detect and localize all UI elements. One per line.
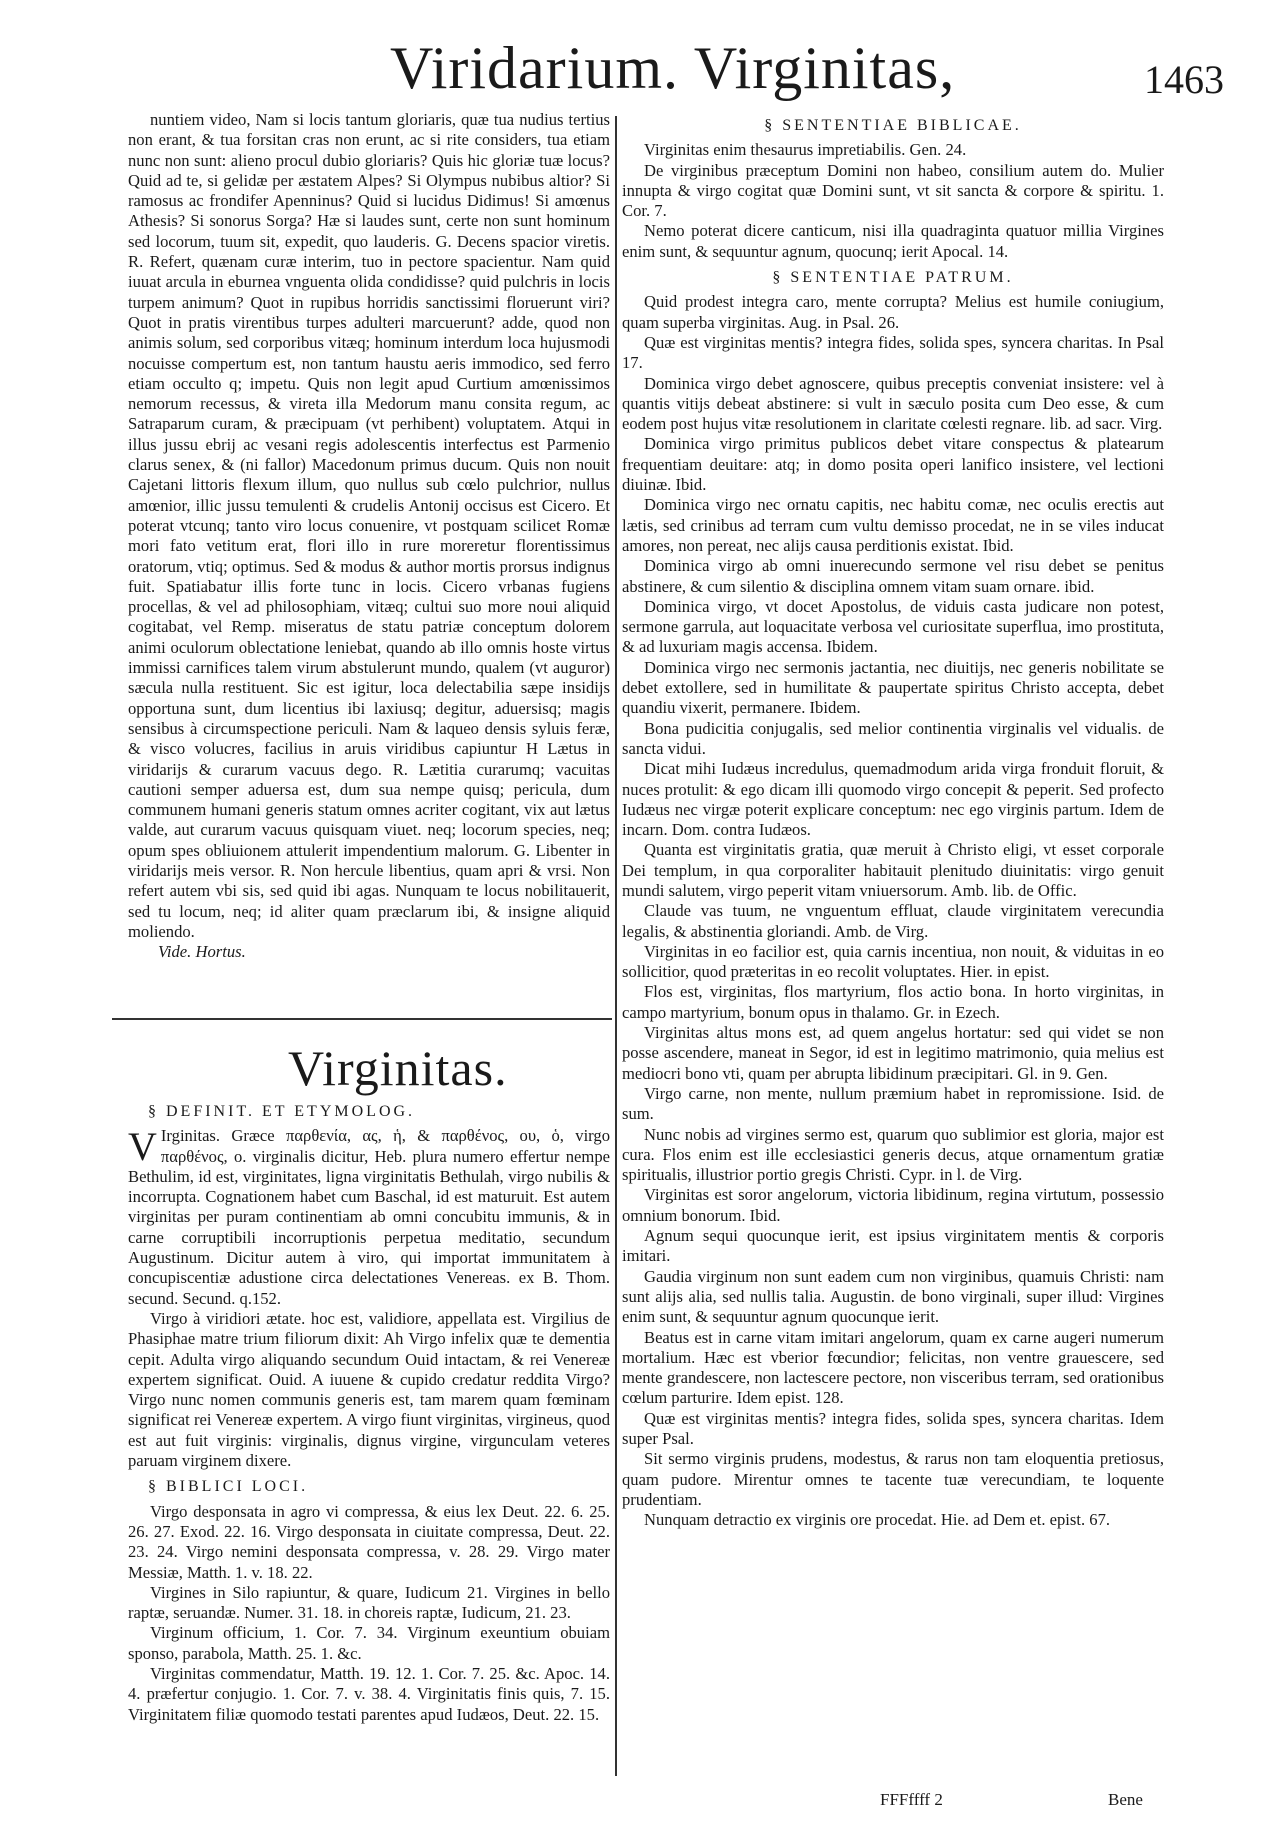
text-paragraph: Virginitas enim thesaurus impretiabilis. Gen. 24.	[644, 140, 967, 160]
left-column-top	[128, 110, 610, 962]
text-paragraph: Quæ est virginitas mentis? integra fides, solida spes, syncera charitas. In Psal 17.	[622, 332, 1164, 373]
text-paragraph: Dominica virgo primitus publicos debet vitare conspectus & platearum frequentiam deuitare: atq; in domo posita operi lanifico insistere, vel lectioni diuinæ. Ibid.	[622, 434, 1164, 495]
section-heading: § SENTENTIAE BIBLICAE.	[764, 117, 1022, 134]
text-paragraph: Quæ est virginitas mentis? integra fides, solida spes, syncera charitas. Idem super Psal.	[622, 1408, 1164, 1448]
text-paragraph: Nemo poterat dicere canticum, nisi illa quadraginta quatuor millia Virgines enim sunt, & sequuntur agnum, quocunq; ierit Apocal. 14.	[622, 221, 1164, 261]
section-heading: § BIBLICI LOCI.	[148, 1478, 309, 1496]
right-column	[622, 110, 1164, 1530]
page-header	[0, 34, 1276, 114]
text-paragraph: nuntiem video, Nam si locis tantum gloriaris, quæ tua nudius tertius non erant, & tua forsitan cras non erunt, ac si rite considers, tua etiam nunc non sunt: alieno procul dubio gloriaris? Quis hic gloriæ tuæ locus? Quid ad te, si gelidæ per æstatem Alpes? Si Olympus nubibus altior? Si ramosus ac frondifer Apenninus? Quid si lucidus Didimus! Si amœnus Athesis? Si sonorus Sorga? Hæ si laudes sunt, certe non sunt hominum sed locorum, tuum sit, expedit, quo lauderis. G. Decens spacior viretis. R. Refert, quænam curæ interim, tuo in pectore spacientur. Nam quid iuuat arcula in eburnea vnguenta olida condidisse? quid pulchris in locis turpem animum? Quot in rupibus horridis sanctissimi floruerunt viri? Quot in pratis virentibus turpes adulteri marcuerunt? adde, quod non animis solum, sed corporibus vitæq; hominum interdum loca hujusmodi nocuisse compertum est, non tantum haustu aeris immodico, sed ferro etiam occulto q; impetu. Quis non legit apud Curtium amœnissimos nemorum recessus, & vireta illa Medorum manu consita regum, ac Satraparum curam, & præcipuam (vt perhibent) voluptatem. Atqui in illus jussu ebrij ac vesani regis adolescentis interfectus est Parmenio clarus senex, & (ni fallor) Macedonum primus ducum. Quis non nouit Cajetani littoris flexum illum, quo nullus sub cœlo pulchrior, nullus amœnior, illic jussu temulenti & crudelis Antonij occisus est Cicero. Et poterat vtcunq; tanto viro locus conuenire, vt postquam scilicet Romæ mori fato vetitum erat, flori illo in rure moreretur florentissimus oratorum, vtiq; optimus. Sed & modus & author mortis prorsus indignus fuit. Spatiabatur illis forte tunc in locis. Cicero vrbanas fugiens procellas, & vel ad philosophiam, vitæq; cultui suo more noui aliquid cogitabat, vel Remp. miseratus de statu patriæ conceptum dolorem animi oculorum oblectatione leniebat, quando ab illo omnis hoste virtus immissi carnifices talem virum abstulerunt mundo, qualem (vt auguror) sæcula nulla restituent. Sic est igitur, loca delectabilia sæpe insidijs opportuna sunt, dum licentius ibi laxiusq; degitur, aduersisq; magis sensibus à circumspectione periculi. Nam & laqueo densis syluis feræ, & visco volucres, facilius in aruis viridibus capiuntur H Lætus in viridarijs & curarum vacuus dego. R. Lætitia curarumq; vacuitas cautioni semper aduersa est, dum sua nempe quisq; pericula, dum communem humani generis statum omnes acriter cogitant, vix aut lætus valde, aut curarum vacuus quisquam viuet. neq; locorum species, neq; opum spes obliuionem attulerit impendentium malorum. G. Libenter in viridarijs meis versor. R. Non hercule libentius, quam apri & vrsi. Non refert autem vbi sis, sed quid ibi agas. Nunquam te locus nobilitauerit, sed tu locum, neq; id aliter quam præclarum ibi, & insigne aliquid moliendo.	[128, 110, 610, 941]
signature-mark: FFFffff 2	[880, 1790, 943, 1809]
text-paragraph: V Irginitas. Græce παρθενία, ας, ἡ, & παρθένος, ου, ὁ, virgo παρθένος, ο. virginalis dicitur, Heb. plura numero effertur nempe Bethulim, id est, virginitates, ligna virginitatis Bethulah, virgo nubilis & incorrupta. Cognationem habet cum Baschal, id est maturuit. Est autem virginitas per puram continentiam ab omni concubitu immunis, & in carne corruptibili incorruptionis perpetua meditatio, secundum Augustinum. Dicitur autem à viro, qui importat immunitatem à concupiscentiæ adustione circa delectationes Venereas. ex B. Thom. secund. Secund. q.152.	[128, 1124, 610, 1308]
text-paragraph: Nunquam detractio ex virginis ore procedat. Hie. ad Dem et. epist. 67.	[644, 1510, 1111, 1530]
text-paragraph: Bona pudicitia conjugalis, sed melior continentia virginalis vel vidualis. de sancta vidui.	[622, 718, 1164, 758]
text-paragraph: Virginitas est soror angelorum, victoria libidinum, regina virtutum, possessio omnium bonorum. Ibid.	[622, 1185, 1164, 1225]
text-paragraph: Dicat mihi Iudæus incredulus, quemadmodum arida virga fronduit floruit, & nuces protulit: & ego dicam illi quomodo virgo concepit & peperit. Sed profecto Iudæus nec virgæ poterit explicare conceptum: nec ego virginis partum. Idem de incarn. Dom. contra Iudæos.	[622, 759, 1164, 840]
text-paragraph: Virginitas in eo facilior est, quia carnis incentiua, non nouit, & viduitas in eo sollicitior, quod præteritas in eo recolit voluptates. Hier. in epist.	[622, 941, 1164, 982]
section-heading: § DEFINIT. ET ETYMOLOG.	[148, 1103, 416, 1120]
text-paragraph: Nunc nobis ad virgines sermo est, quarum quo sublimior est gloria, major est cura. Flos enim est ille ecclesiastici generis decus, atque ornamentum gratiæ spiritualis, illustrior portio gregis Christi. Cypr. in l. de Virg.	[622, 1124, 1164, 1185]
page-number: 1463	[1144, 57, 1224, 102]
text-paragraph: Dominica virgo nec sermonis jactantia, nec diuitijs, nec generis nobilitate se debet extollere, sed in humilitate & paupertate spiritus Christo accepta, debet quandiu vixerit, permanere. Ibidem.	[622, 657, 1164, 718]
section-divider	[112, 1018, 612, 1020]
text-paragraph: Dominica virgo debet agnoscere, quibus preceptis conveniat insistere: vel à quantis vitijs debeat abstinere: si vult in sæculo posita cum Deo esse, & cum eodem post hujus vitæ resolutionem in claritate cœlesti regnare. lib. ad sacr. Virg.	[622, 373, 1164, 434]
entry-title: Virginitas.	[288, 1040, 508, 1096]
text-paragraph: Virgo carne, non mente, nullum præmium habet in repromissione. Isid. de sum.	[622, 1083, 1164, 1124]
section-heading: § SENTENTIAE PATRUM.	[772, 269, 1014, 287]
text-paragraph: Agnum sequi quocunque ierit, est ipsius virginitatem mentis & corporis imitari.	[622, 1226, 1164, 1266]
text-paragraph: Virgo à viridiori ætate. hoc est, validiore, appellata est. Virgilius de Phasiphae matre trium filiorum dixit: Ah Virgo infelix quæ te dementia cepit. Adulta virgo aliquando secundum Ouid intactam, & rei Venereæ expertem significat. Ouid. A iuuene & cupido credatur reddita Virgo? Virgo nunc nomen communis generis est, tam marem quam fœminam significat rei Venereæ expertem. A virgo fiunt virginitas, virgineus, quod est aut fuit virginis: virginalis, dignus virgine, virgunculam veteres paruam virginem dixere.	[128, 1308, 610, 1471]
left-column-bottom	[128, 1040, 610, 1725]
text-paragraph: Beatus est in carne vitam imitari angelorum, quam ex carne augeri numerum mortalium. Hæc est vberior fœcundior; felicitas, non ventre grauescere, sed mente grandescere, non lactescere pectore, non visceribus terram, sed orationibus cœlum parturire. Idem epist. 128.	[622, 1327, 1164, 1408]
text-paragraph: Virgo desponsata in agro vi compressa, & eius lex Deut. 22. 6. 25. 26. 27. Exod. 22. 16. Virgo desponsata in ciuitate compressa, Deut. 22. 23. 24. Virgo nemini desponsata compressa, v. 28. 29. Virgo mater Messiæ, Matth. 1. v. 18. 22.	[128, 1501, 610, 1582]
cross-reference: Vide. Hortus.	[158, 942, 246, 962]
text-paragraph: Virginum officium, 1. Cor. 7. 34. Virginum exeuntium obuiam sponso, parabola, Matth. 25. 1. &c.	[128, 1623, 610, 1663]
text-paragraph: Dominica virgo ab omni inuerecundo sermone vel risu debet se penitus abstinere, & cum silentio & disciplina omnem vitam suam ornare. ibid.	[622, 556, 1164, 596]
text-paragraph: Dominica virgo nec ornatu capitis, nec habitu comæ, nec oculis erectis aut lætis, sed crinibus ad terram cum vultu demisso procedat, ne in se viles inducat amores, non pereat, nec alijs causa perditionis existat. Ibid.	[622, 495, 1164, 555]
drop-cap: V	[128, 1124, 157, 1170]
text-paragraph: Gaudia virginum non sunt eadem cum non virginibus, quamuis Christi: nam sunt alijs alia, sed nullis talia. Augustin. de bono virginali, super illud: Virgines enim sunt, & sequuntur agnum quocunque ierit.	[622, 1266, 1164, 1327]
column-divider	[615, 116, 617, 1776]
text-paragraph: Flos est, virginitas, flos martyrium, flos actio bona. In horto virginitas, in campo martyrium, bonum opus in thalamo. Gr. in Ezech.	[622, 982, 1164, 1022]
text-paragraph: Virginitas altus mons est, ad quem angelus hortatur: sed qui videt se non posse ascendere, maneat in Segor, id est in legitimo matrimonio, quia melius est mediocri bono vti, quam per abrupta libidinum præcipitari. Gl. in 9. Gen.	[622, 1023, 1164, 1083]
text-paragraph: Virginitas commendatur, Matth. 19. 12. 1. Cor. 7. 25. &c. Apoc. 14. 4. præfertur conjugio. 1. Cor. 7. v. 38. 4. Virginitatis finis quis, 7. 15. Virginitatem filiæ quomodo testati parentes apud Iudæos, Deut. 22. 15.	[128, 1664, 610, 1724]
text-paragraph: Claude vas tuum, ne vnguentum effluat, claude virginitatem verecundia legalis, & abstinentia gloriandi. Amb. de Virg.	[622, 901, 1164, 941]
text-paragraph: Dominica virgo, vt docet Apostolus, de viduis casta judicare non potest, sermone garrula, aut loquacitate verbosa vel curiositate superflua, imo prostituta, & ad luxuriam magis accensa. Ibidem.	[622, 596, 1164, 657]
text-paragraph: Quid prodest integra caro, mente corrupta? Melius est humile coniugium, quam superba virginitas. Aug. in Psal. 26.	[622, 292, 1164, 332]
text-paragraph: Virgines in Silo rapiuntur, & quare, Iudicum 21. Virgines in bello raptæ, seruandæ. Numer. 31. 18. in choreis raptæ, Iudicum, 21. 23.	[128, 1582, 610, 1623]
text-paragraph: Quanta est virginitatis gratia, quæ meruit à Christo eligi, vt esset corporale Dei templum, in qua corporaliter habitauit plenitudo diuinitatis: virgo genuit mundi salutem, virgo peperit vitam vniuersorum. Amb. lib. de Offic.	[622, 840, 1164, 900]
text-paragraph: De virginibus præceptum Domini non habeo, consilium autem do. Mulier innupta & virgo cogitat quæ Domini sunt, vt sit sancta & corpore & spiritu. 1. Cor. 7.	[622, 160, 1164, 221]
catchword: Bene	[1108, 1790, 1143, 1809]
text-paragraph: Sit sermo virginis prudens, modestus, & rarus non tam eloquentia pretiosus, quam pudore. Mirentur omnes te tacente tuæ verecundiam, te loquente prudentiam.	[622, 1449, 1164, 1509]
running-title: Viridarium. Virginitas,	[390, 35, 956, 101]
page-footer	[0, 1790, 1276, 1820]
